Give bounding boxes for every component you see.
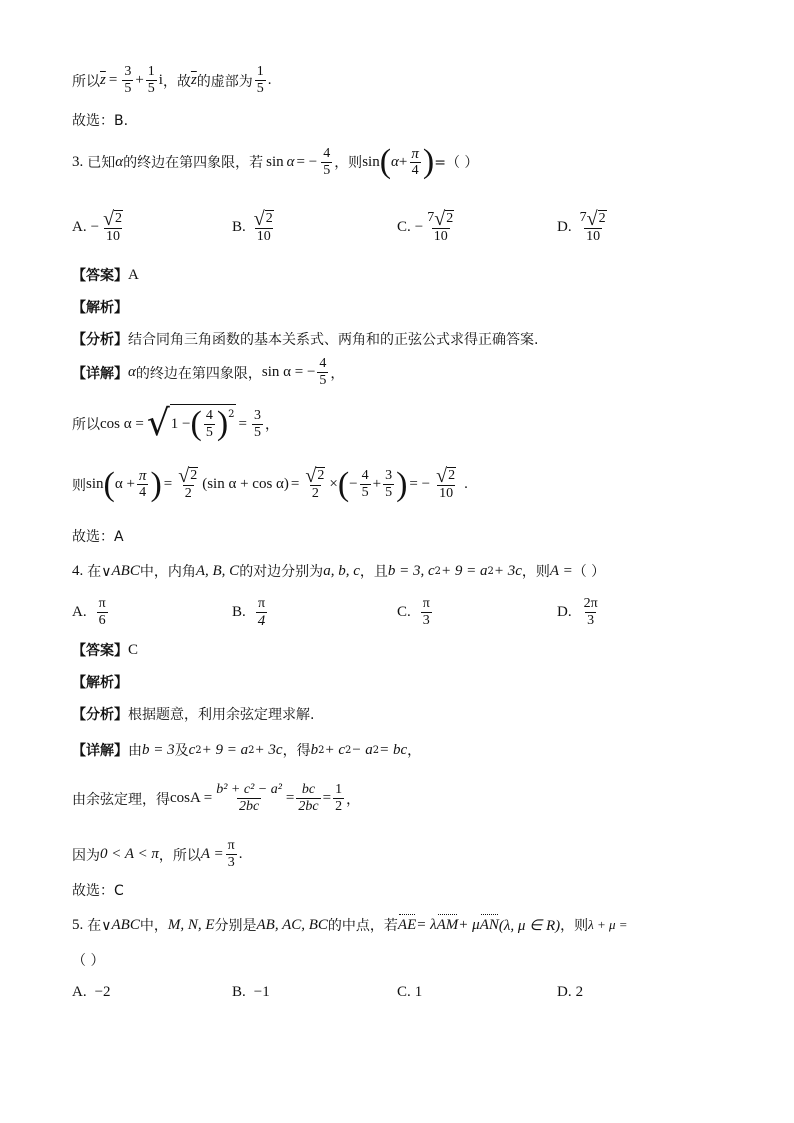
- exponent: 2: [318, 744, 325, 756]
- option-label: C.: [397, 604, 411, 620]
- condition: + 9 = a: [441, 562, 488, 579]
- fraction: [333, 782, 344, 815]
- q3-xiangjie-2: [72, 404, 279, 444]
- den: 10: [439, 486, 454, 501]
- fenxi-text: 根据题意，利用余弦定理求解.: [128, 707, 315, 723]
- text: ，: [265, 417, 279, 433]
- fraction: √ 2 2: [178, 465, 198, 501]
- option-value: −1: [253, 984, 270, 1000]
- text: ，: [346, 791, 361, 808]
- fraction: √ 2 10: [253, 208, 273, 244]
- sin: sin: [266, 153, 284, 170]
- exponent: 2: [434, 565, 442, 577]
- q4-option-d[interactable]: [557, 596, 602, 629]
- radicand: 2: [115, 211, 123, 226]
- fraction: [122, 64, 133, 97]
- exponent: 2: [372, 744, 380, 756]
- den: 5: [254, 424, 261, 440]
- q3-option-b[interactable]: [232, 210, 278, 245]
- text: ，则: [334, 155, 363, 171]
- condition: (λ, μ ∈ R): [498, 917, 561, 934]
- num: bc: [301, 782, 316, 797]
- answer-value: A: [128, 266, 139, 283]
- q3-xiangjie-3: 则 sin ( α + $\frac{\pi}{4}$ ) = √ 2 2 (sin α + cos α) = √ 2 2 × ( − $\frac{4}{5}$ + $\frac{3}{5}$ ) = − √ 2 10 .: [72, 465, 468, 503]
- text: 的终边在第四象限，: [135, 365, 262, 382]
- z-bar: $\overline{z}$: [100, 72, 106, 88]
- fraction: [421, 596, 432, 629]
- num: π: [257, 596, 266, 611]
- radicand: 2: [265, 211, 273, 226]
- triangle: ABC: [111, 562, 140, 579]
- q4-option-b[interactable]: [232, 596, 269, 629]
- num: b² + c² − a²: [216, 782, 282, 797]
- q3-xiangjie-1: [72, 356, 344, 389]
- fraction: [255, 64, 266, 97]
- z-bar: $\overline{z}$: [190, 72, 197, 88]
- fraction: [256, 596, 268, 629]
- text: 中，: [139, 918, 168, 934]
- sign: −: [90, 219, 100, 235]
- option-value: −2: [94, 984, 111, 1000]
- exponent: 2: [487, 565, 494, 577]
- expr: sin α = −: [261, 364, 316, 380]
- option-label: C.: [397, 984, 411, 1000]
- option-label: D.: [557, 984, 572, 1000]
- text: 由余弦定理，得: [72, 791, 170, 808]
- xiangjie-tag: 【详解】: [72, 743, 128, 759]
- den: 2: [184, 486, 192, 501]
- sides: a, b, c: [323, 562, 360, 579]
- q4-xiangjie-2: [72, 782, 360, 815]
- times: ×: [329, 476, 338, 492]
- expr: α +: [114, 476, 135, 492]
- text: 所以: [72, 73, 100, 90]
- plus: +: [398, 153, 408, 170]
- text: 因为: [72, 847, 100, 864]
- expr: = λ: [416, 916, 437, 933]
- eq: = −: [409, 476, 431, 492]
- expr: 0 < A < π: [100, 846, 159, 862]
- num: π: [98, 596, 106, 611]
- den: 5: [124, 81, 132, 96]
- text: ，则: [560, 918, 589, 934]
- option-label: A.: [72, 604, 87, 620]
- den: 5: [147, 81, 155, 96]
- question-5-stem: [72, 915, 628, 935]
- option-value: 1: [414, 984, 423, 1000]
- fraction: [146, 64, 157, 97]
- den: 4: [139, 485, 147, 500]
- fraction: √ 2 2: [305, 465, 325, 501]
- question-number: 4.: [72, 562, 84, 579]
- fraction: [204, 408, 215, 441]
- num: 4: [323, 145, 331, 161]
- q3-answer: [72, 265, 139, 285]
- text: 及: [174, 743, 189, 759]
- fraction: [321, 146, 332, 179]
- q4-select: 故选：C: [72, 883, 124, 899]
- num: 1: [256, 64, 264, 79]
- exponent: 2: [195, 744, 202, 756]
- text: ，则: [521, 564, 550, 580]
- q3-option-a[interactable]: [72, 210, 127, 245]
- q4-answer: [72, 640, 138, 660]
- question-number: 3.: [72, 153, 84, 170]
- den: 2bc: [238, 799, 260, 814]
- period: .: [267, 72, 272, 88]
- text: （ ）: [572, 564, 606, 580]
- vector-an: AN: [479, 916, 499, 933]
- alpha: α: [286, 153, 295, 170]
- expr: cosA =: [170, 790, 213, 806]
- sign: −: [414, 219, 424, 235]
- den: 5: [361, 485, 369, 500]
- text: ，得: [282, 743, 311, 759]
- plus: +: [372, 476, 382, 492]
- num: 3: [124, 64, 132, 79]
- option-label: D.: [557, 219, 572, 235]
- sin: sin: [362, 153, 380, 170]
- fraction: [582, 596, 600, 629]
- fraction: √ 2 10: [436, 465, 456, 501]
- expr: (sin α + cos α): [202, 476, 289, 492]
- alpha: α: [391, 153, 399, 170]
- sign: −: [349, 476, 358, 492]
- q3-option-d[interactable]: [557, 210, 611, 245]
- ask: λ + μ =: [588, 917, 628, 932]
- period: .: [238, 846, 243, 862]
- den: 2: [311, 486, 319, 501]
- text: 的虚部为: [196, 73, 253, 90]
- segments: AB, AC, BC: [256, 916, 328, 933]
- text: 的中点，若: [327, 918, 398, 934]
- q5-option-c[interactable]: [397, 984, 422, 1001]
- den: 5: [319, 373, 327, 388]
- alpha: α: [128, 364, 136, 380]
- plus: +: [135, 72, 144, 88]
- question-number: 5.: [72, 916, 84, 933]
- fraction: [317, 356, 328, 389]
- den: 10: [433, 229, 448, 244]
- den: 4: [257, 613, 266, 629]
- radicand: 2: [317, 468, 325, 483]
- num: 4: [361, 468, 369, 483]
- expr: b = 3: [142, 741, 175, 758]
- sqrt-expr: √ 1 − ( $\frac{4}{5}$ ) $^2$: [146, 403, 235, 444]
- eq: =: [290, 476, 300, 492]
- text: 已知: [87, 155, 116, 171]
- text: 在∨: [87, 918, 112, 934]
- condition: b = 3, c: [387, 562, 435, 579]
- q4-option-c[interactable]: [397, 596, 434, 629]
- q4-option-a[interactable]: [72, 596, 110, 629]
- line-conj-z: [72, 64, 272, 97]
- num: 2π: [583, 596, 598, 611]
- option-label: B.: [232, 604, 246, 620]
- ask: A =: [549, 562, 573, 579]
- answer-tag: 【答案】: [72, 268, 128, 284]
- text: 在∨: [87, 564, 112, 580]
- q5-option-d[interactable]: [557, 984, 583, 1001]
- sin: sin: [86, 476, 104, 492]
- den: 3: [587, 613, 595, 628]
- num: π: [422, 596, 430, 611]
- alpha: α: [115, 153, 124, 170]
- q4-analysis-tag: 【解析】: [72, 675, 128, 691]
- eq: = −: [296, 153, 318, 170]
- eq: =: [322, 790, 332, 806]
- expr: + 9 = a: [201, 741, 249, 758]
- triangle: ABC: [111, 916, 140, 933]
- fraction: 7 √ 2 10: [579, 208, 606, 244]
- den: 10: [106, 229, 121, 244]
- text: ，且: [359, 564, 388, 580]
- q4-xiangjie-3: [72, 838, 242, 871]
- text: =（ ）: [434, 155, 479, 171]
- condition: + 3c: [493, 562, 522, 579]
- den: 3: [227, 855, 235, 870]
- coef: 7: [579, 210, 587, 225]
- q3-fenxi: [72, 329, 538, 349]
- num: 1: [147, 64, 155, 79]
- fraction: [97, 596, 108, 629]
- option-value: 2: [575, 984, 584, 1000]
- fraction: [252, 408, 263, 441]
- den: 5: [205, 424, 213, 440]
- fraction: [383, 468, 394, 501]
- q3-analysis-tag: 【解析】: [72, 300, 128, 316]
- radicand: 2: [598, 211, 606, 226]
- option-label: C.: [397, 219, 411, 235]
- text: 的终边在第四象限，若: [123, 155, 264, 171]
- option-label: B.: [232, 984, 246, 1000]
- den: 2: [335, 799, 343, 814]
- eq: =: [108, 72, 118, 88]
- answer-select-1: 故选：B.: [72, 113, 129, 129]
- answer-value: C: [128, 641, 139, 658]
- vector-ae: AE: [397, 916, 417, 933]
- vector-am: AM: [436, 916, 459, 933]
- text: ，: [407, 743, 422, 759]
- num: 3: [385, 468, 393, 483]
- q4-xiangjie-1: [72, 740, 421, 760]
- eq: =: [238, 415, 247, 432]
- expr: b: [310, 741, 319, 758]
- text: 中，内角: [139, 564, 196, 580]
- den: 10: [256, 229, 271, 244]
- q4-fenxi: [72, 704, 314, 724]
- expr: − a: [351, 741, 373, 758]
- exponent: 2: [248, 744, 255, 756]
- expr: 1 −: [170, 416, 191, 432]
- fraction: [409, 146, 421, 179]
- option-label: A.: [72, 984, 87, 1000]
- fraction: [137, 468, 149, 501]
- q5-paren: （ ）: [72, 953, 105, 969]
- imag-unit: i: [158, 72, 163, 88]
- num: 4: [205, 407, 213, 423]
- den: 4: [411, 162, 419, 178]
- question-4-stem: [72, 561, 605, 581]
- text: 分别是: [214, 918, 257, 934]
- den: 5: [323, 162, 331, 178]
- fraction: [214, 782, 284, 815]
- den: 6: [98, 613, 106, 628]
- exponent: 2: [344, 744, 352, 756]
- expr: + 3c: [254, 741, 283, 758]
- num: π: [411, 145, 419, 162]
- question-3-stem: 3. 已知 α 的终边在第四象限，若 sin α = − $\frac{4}{5}$ ，则 sin ( α + $\frac{\pi}{4}$ ) =（ ）: [72, 143, 479, 180]
- q5-option-b[interactable]: [232, 984, 270, 1001]
- num: 4: [319, 356, 327, 371]
- fraction: [360, 468, 371, 501]
- num: π: [227, 838, 235, 853]
- points: M, N, E: [167, 916, 215, 933]
- text: 则: [72, 477, 86, 494]
- fraction: [226, 838, 237, 871]
- text: 所以: [72, 417, 100, 433]
- den: 5: [385, 485, 393, 500]
- num: 3: [254, 407, 261, 423]
- option-label: A.: [72, 219, 87, 235]
- den: 2bc: [298, 799, 319, 814]
- fenxi-tag: 【分析】: [72, 332, 128, 348]
- q3-option-c[interactable]: [397, 210, 458, 245]
- text: 的对边分别为: [239, 564, 324, 580]
- angles: A, B, C: [195, 562, 240, 579]
- expr: + c: [324, 741, 345, 758]
- xiangjie-tag: 【详解】: [72, 365, 128, 382]
- fraction: √ 2 10: [103, 208, 123, 244]
- option-label: D.: [557, 604, 572, 620]
- den: 10: [586, 229, 601, 244]
- coef: 7: [427, 210, 435, 225]
- answer-tag: 【答案】: [72, 643, 128, 659]
- option-label: B.: [232, 219, 246, 235]
- expr: + μ: [458, 916, 480, 933]
- radicand: 2: [446, 211, 454, 226]
- text: 由: [128, 743, 142, 759]
- fenxi-tag: 【分析】: [72, 707, 128, 723]
- expr: c: [188, 741, 196, 758]
- text: ，故: [162, 73, 191, 90]
- exponent: 2: [228, 409, 235, 420]
- expr: = bc: [379, 741, 408, 758]
- eq: =: [285, 790, 295, 806]
- num: π: [138, 468, 147, 484]
- den: 3: [422, 613, 430, 628]
- q5-option-a[interactable]: [72, 984, 111, 1001]
- text: ，所以: [158, 847, 201, 864]
- fraction: [296, 782, 320, 815]
- eq: =: [163, 476, 173, 492]
- q3-select: 故选：A: [72, 529, 124, 545]
- den: 5: [256, 81, 264, 96]
- fenxi-text: 结合同角三角函数的基本关系式、两角和的正弦公式求得正确答案.: [128, 332, 539, 348]
- fraction: 7 √ 2 10: [427, 208, 454, 244]
- radicand: 2: [448, 468, 456, 483]
- period: .: [464, 476, 468, 492]
- expr: A =: [200, 846, 224, 862]
- num: 1: [335, 782, 343, 797]
- radicand: 2: [190, 468, 198, 483]
- expr: cos α =: [100, 415, 144, 432]
- text: ，: [330, 365, 345, 382]
